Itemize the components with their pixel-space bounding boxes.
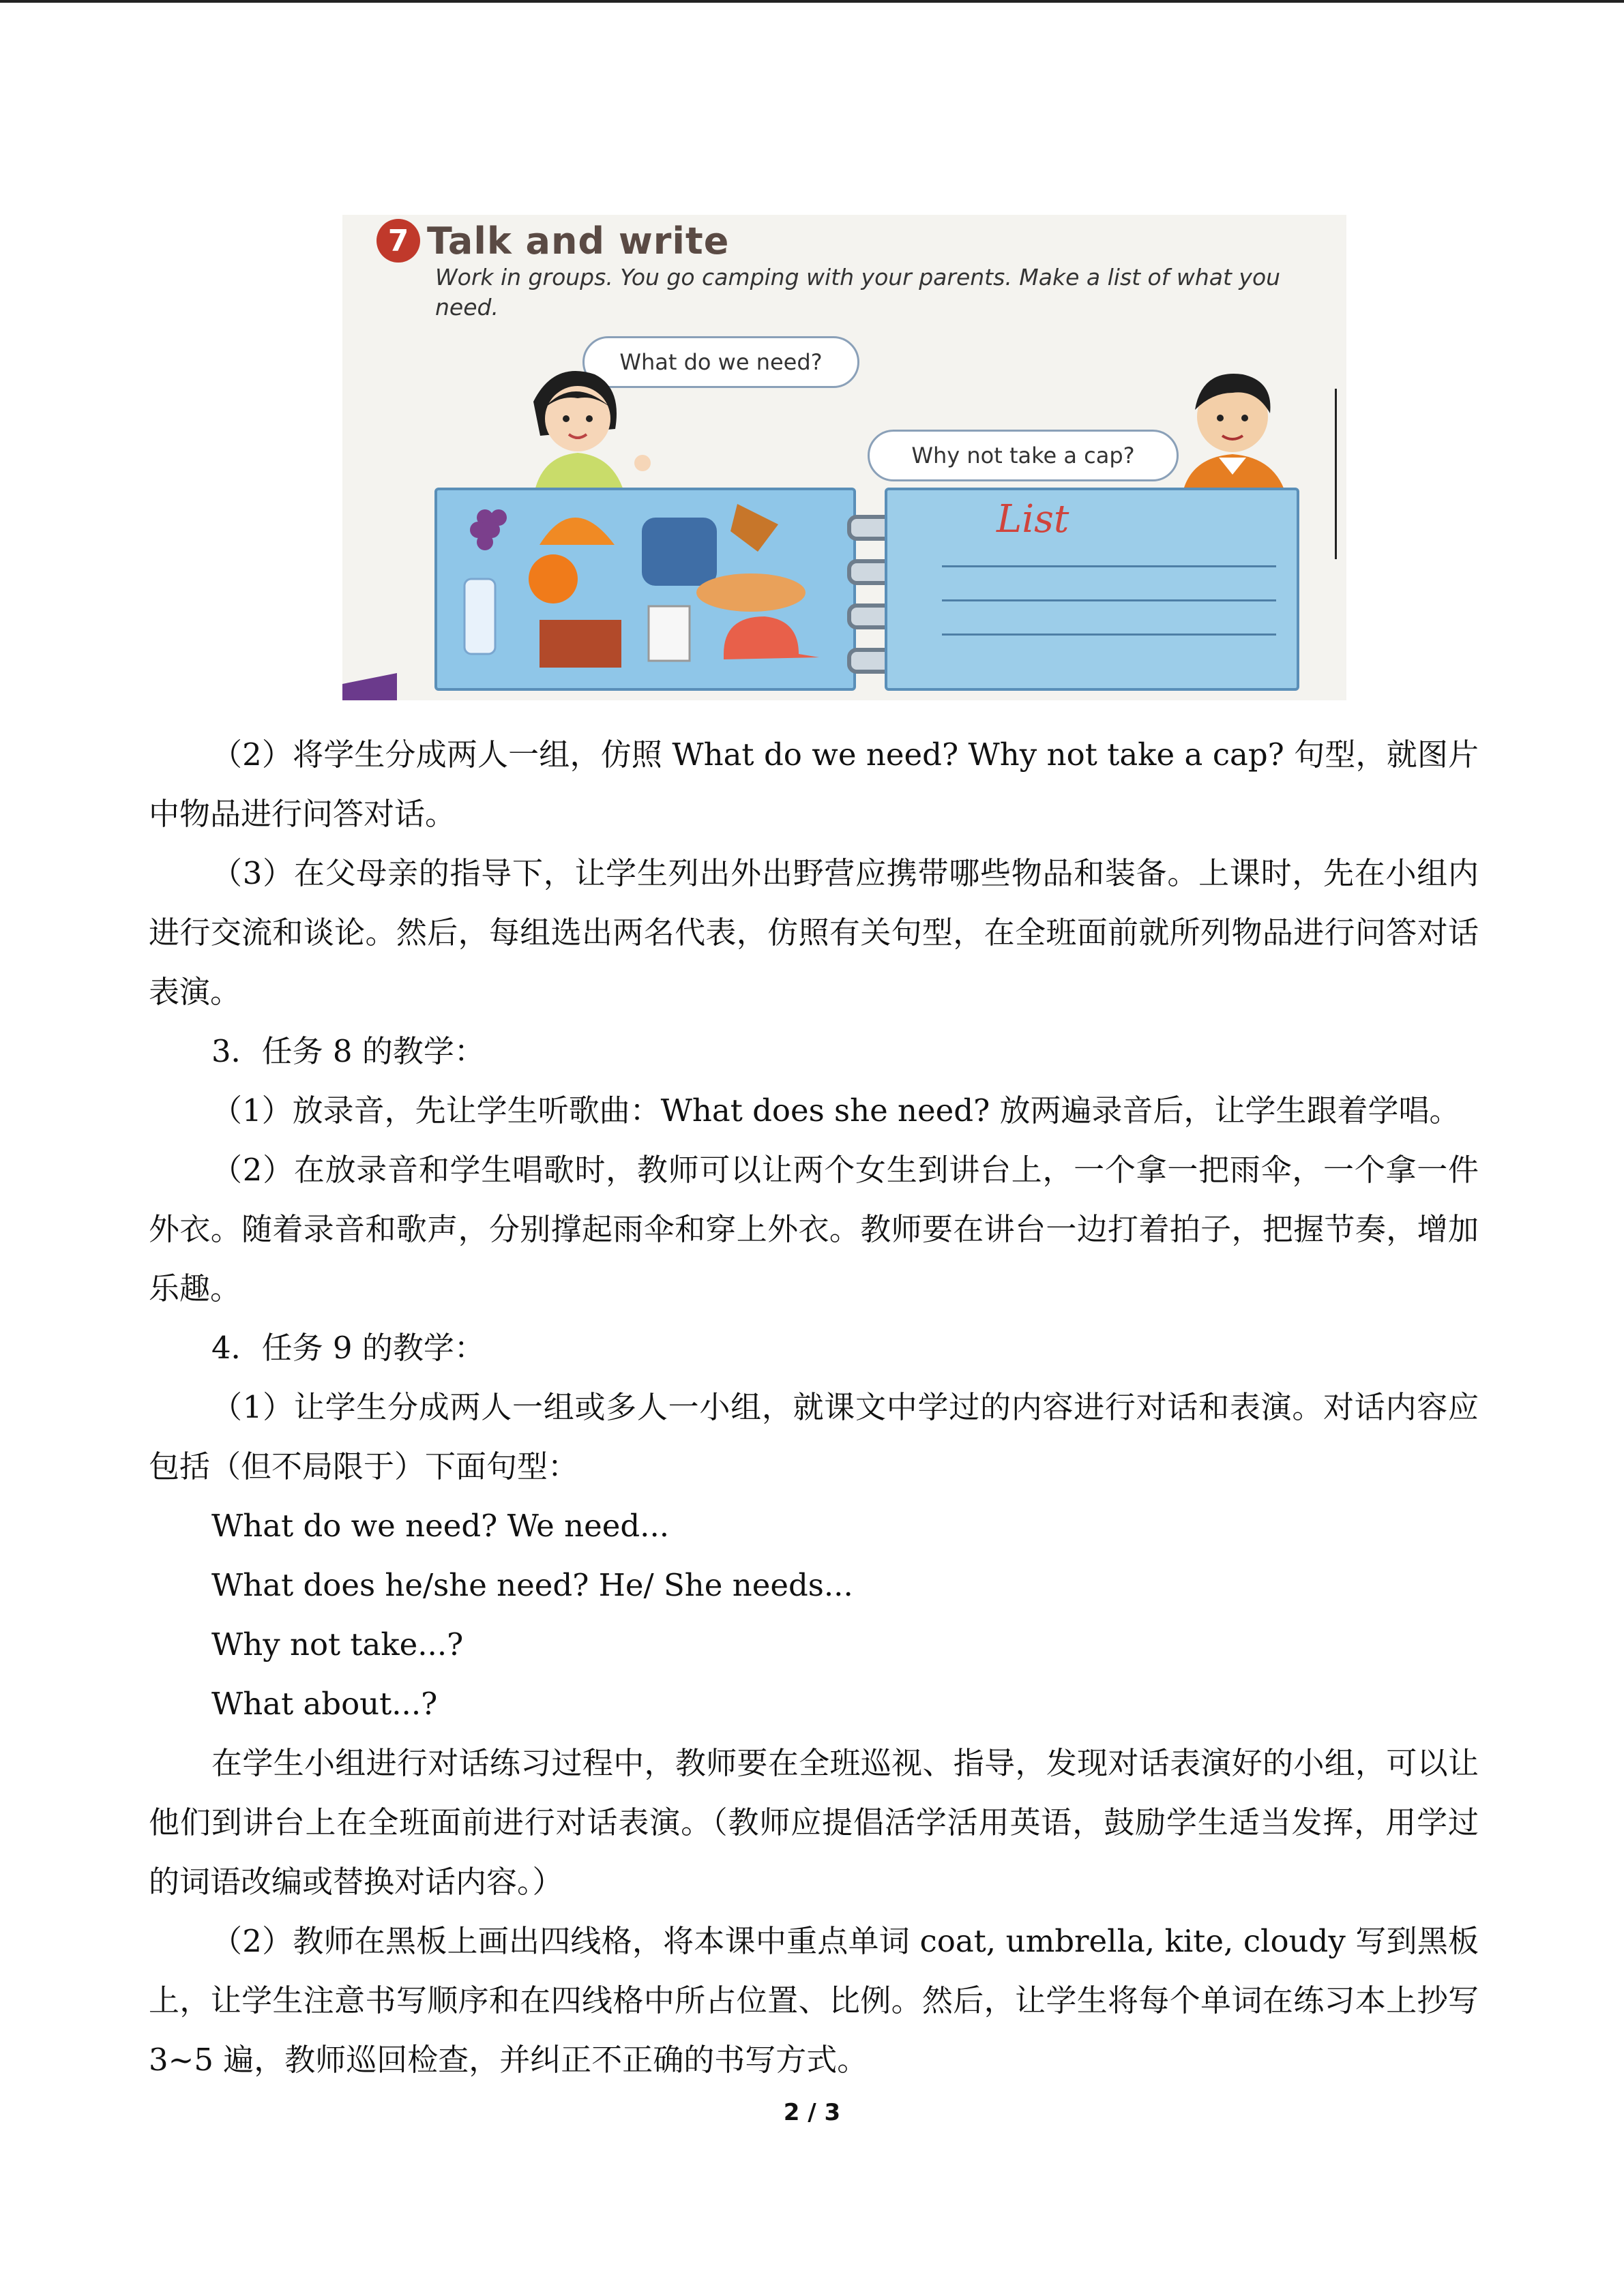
paragraph-task9-step1: （1）让学生分成两人一组或多人一小组，就课文中学过的内容进行对话和表演。对话内容应包括（但不局限于）下面句型： xyxy=(149,1389,1479,1485)
page-number: 2 / 3 xyxy=(783,2099,841,2126)
water-bottle-icon xyxy=(464,579,495,654)
textbook-figure xyxy=(342,215,1346,700)
paragraph-task8-step1: （1）放录音，先让学生听歌曲：What does she need? 放两遍录音后，让学生跟着学唱。 xyxy=(211,1092,1460,1129)
boy-illustration xyxy=(1154,362,1311,498)
page-corner-decoration xyxy=(342,673,397,700)
top-border-line xyxy=(0,0,1624,3)
orange-icon xyxy=(529,554,578,603)
cap-icon xyxy=(724,616,819,659)
heading-task9: 4．任务 9 的教学： xyxy=(211,1330,485,1366)
bread-icon xyxy=(696,573,806,612)
paragraph-task7-step2: （2）将学生分成两人一组，仿照 What do we need? Why not take a cap? 句型，就图片中物品进行问答对话。 xyxy=(149,736,1479,832)
grapes-icon xyxy=(470,509,507,550)
speech-bubble-boy: Why not take a cap? xyxy=(868,430,1179,481)
sentence-pattern: What do we need? We need... xyxy=(211,1508,670,1544)
figure-instruction: Work in groups. You go camping with your parents. Make a list of what you need. xyxy=(435,264,1281,320)
list-line xyxy=(942,599,1276,601)
sentence-pattern: What does he/she need? He/ She needs... xyxy=(211,1567,853,1603)
exercise-number-badge: 7 xyxy=(377,219,420,263)
heading-task8: 3．任务 8 的教学： xyxy=(211,1033,485,1069)
figure-title: Talk and write xyxy=(427,219,730,263)
list-title: List xyxy=(996,497,1069,541)
tent-icon xyxy=(540,518,615,545)
notebook-illustration xyxy=(434,488,1301,692)
notebook-right-page xyxy=(885,488,1299,691)
paragraph-task9-step2: （2）教师在黑板上画出四线格，将本课中重点单词 coat, umbrella, kite, cloudy 写到黑板上，让学生注意书写顺序和在四线格中所占位置、比例。然后，让学生将每个单词在练习本上抄写 3~5 遍，教师巡回检查，并纠正不正确的书写方式。 xyxy=(149,1923,1479,2078)
paragraph-task9-practice: 在学生小组进行对话练习过程中，教师要在全班巡视、指导，发现对话表演好的小组，可以让他们到讲台上在全班面前进行对话表演。（教师应提倡活学活用英语，鼓励学生适当发挥，用学过的词语改编或替换对话内容。） xyxy=(149,1745,1479,1900)
figure-edge-line xyxy=(1335,389,1337,559)
paragraph-task8-step2: （2）在放录音和学生唱歌时，教师可以让两个女生到讲台上，一个拿一把雨伞，一个拿一件外衣。随着录音和歌声，分别撑起雨伞和穿上外衣。教师要在讲台一边打着拍子，把握节奏，增加乐趣。 xyxy=(149,1152,1479,1307)
paragraph-task7-step3: （3）在父母亲的指导下，让学生列出外出野营应携带哪些物品和装备。上课时，先在小组内进行交流和谈论。然后，每组选出两名代表，仿照有关句型，在全班面前就所列物品进行问答对话表演。 xyxy=(149,855,1479,1010)
girl-illustration xyxy=(513,361,656,497)
speech-bubble-girl: What do we need? xyxy=(582,336,859,388)
notebook-left-page xyxy=(434,488,856,691)
list-line xyxy=(942,633,1276,636)
backpack-icon xyxy=(642,518,717,586)
milk-carton-icon xyxy=(649,606,690,661)
list-line xyxy=(942,565,1276,567)
sentence-pattern: Why not take...? xyxy=(211,1626,464,1663)
kite-icon xyxy=(730,504,778,552)
figure-heading xyxy=(377,219,729,263)
book-icon xyxy=(540,620,621,668)
sentence-pattern: What about...? xyxy=(211,1686,438,1722)
camping-items-icons xyxy=(437,490,853,688)
